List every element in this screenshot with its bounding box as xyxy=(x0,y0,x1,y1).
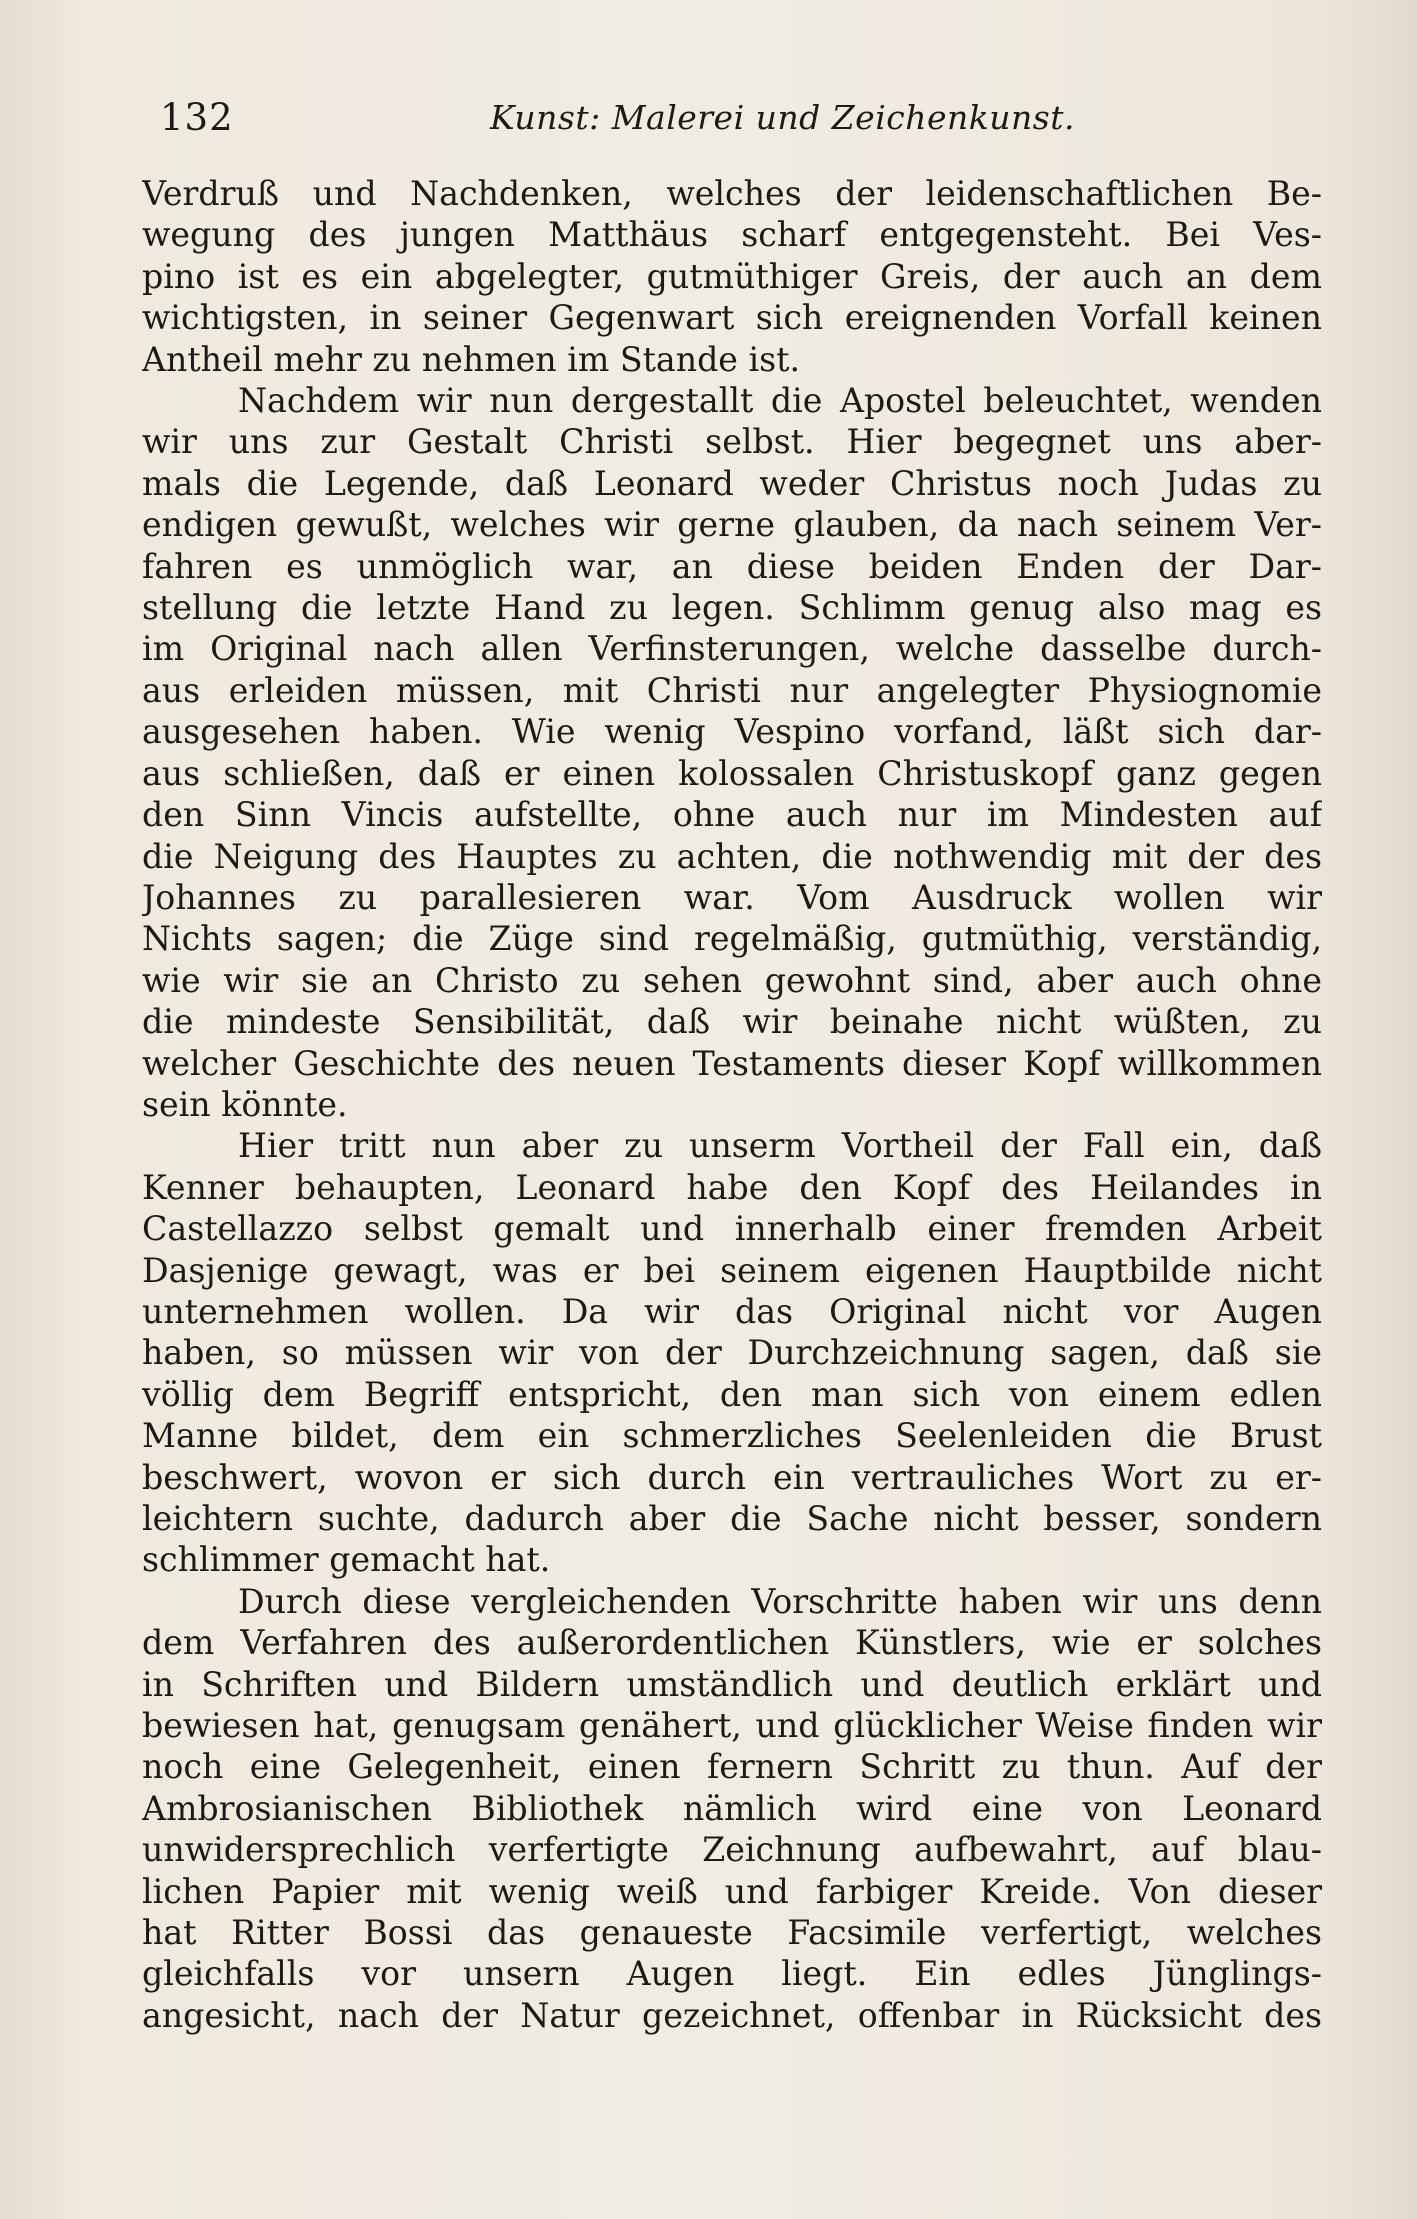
text-line: Johannes zu parallesieren war. Vom Ausdruck wollen wir xyxy=(142,877,1322,917)
text-line: angesicht, nach der Natur gezeichnet, offenbar in Rücksicht des xyxy=(142,1995,1322,2035)
text-line: im Original nach allen Verfinsterungen, welche dasselbe durch- xyxy=(142,629,1322,669)
text-line: in Schriften und Bildern umständlich und deutlich erklärt und xyxy=(142,1664,1322,1704)
text-line: Verdruß und Nachdenken, welches der leidenschaftlichen Be- xyxy=(142,174,1322,213)
paragraph xyxy=(142,380,1322,1125)
text-line: aus schließen, daß er einen kolossalen Christuskopf ganz gegen xyxy=(142,753,1322,793)
text-line: stellung die letzte Hand zu legen. Schlimm genug also mag es xyxy=(142,588,1322,628)
text-line: Ambrosianischen Bibliothek nämlich wird eine von Leonard xyxy=(142,1788,1322,1828)
text-line: Hier tritt nun aber zu unserm Vortheil der Fall ein, daß xyxy=(238,1126,1322,1166)
text-line: sein könnte. xyxy=(142,1084,348,1124)
text-line: Durch diese vergleichenden Vorschritte haben wir uns denn xyxy=(238,1581,1322,1621)
text-line: aus erleiden müssen, mit Christi nur angelegter Physiognomie xyxy=(142,670,1322,710)
text-line: beschwert, wovon er sich durch ein vertrauliches Wort zu er- xyxy=(142,1457,1322,1497)
text-line: gleichfalls vor unsern Augen liegt. Ein edles Jünglings- xyxy=(142,1954,1322,1994)
paragraph xyxy=(142,173,1322,380)
text-line: die mindeste Sensibilität, daß wir beinahe nicht wüßten, zu xyxy=(142,1002,1322,1042)
running-head: Kunst: Malerei und Zeichenkunst. xyxy=(490,98,1075,137)
text-line: Kenner behaupten, Leonard habe den Kopf des Heilandes in xyxy=(142,1167,1322,1207)
text-line: ausgesehen haben. Wie wenig Vespino vorfand, läßt sich dar- xyxy=(142,712,1322,752)
text-line: Dasjenige gewagt, was er bei seinem eigenen Hauptbilde nicht xyxy=(142,1250,1322,1290)
text-line: Antheil mehr zu nehmen im Stande ist. xyxy=(142,339,801,379)
text-line: Manne bildet, dem ein schmerzliches Seelenleiden die Brust xyxy=(142,1416,1322,1456)
text-line: mals die Legende, daß Leonard weder Christus noch Judas zu xyxy=(142,463,1322,503)
text-line: lichen Papier mit wenig weiß und farbiger Kreide. Von dieser xyxy=(142,1871,1322,1911)
text-line: den Sinn Vincis aufstellte, ohne auch nur im Mindesten auf xyxy=(142,795,1322,835)
text-line: hat Ritter Bossi das genaueste Facsimile verfertigt, welches xyxy=(142,1913,1322,1953)
paragraph xyxy=(142,1125,1322,1580)
text-line: völlig dem Begriff entspricht, den man sich von einem edlen xyxy=(142,1374,1322,1414)
page-header xyxy=(160,96,1320,146)
text-line: Nichts sagen; die Züge sind regelmäßig, gutmüthig, verständig, xyxy=(142,919,1322,959)
text-line: schlimmer gemacht hat. xyxy=(142,1540,551,1580)
text-line: wie wir sie an Christo zu sehen gewohnt sind, aber auch ohne xyxy=(142,960,1322,1000)
text-line: welcher Geschichte des neuen Testaments dieser Kopf willkommen xyxy=(142,1043,1322,1083)
text-line: unternehmen wollen. Da wir das Original nicht vor Augen xyxy=(142,1291,1322,1331)
text-line: Castellazzo selbst gemalt und innerhalb einer fremden Arbeit xyxy=(142,1209,1322,1249)
text-line: wegung des jungen Matthäus scharf entgegensteht. Bei Ves- xyxy=(142,215,1322,255)
text-line: haben, so müssen wir von der Durchzeichnung sagen, daß sie xyxy=(142,1333,1322,1373)
text-line: unwidersprechlich verfertigte Zeichnung aufbewahrt, auf blau- xyxy=(142,1830,1322,1870)
text-line: pino ist es ein abgelegter, gutmüthiger Greis, der auch an dem xyxy=(142,256,1322,296)
body-text xyxy=(142,173,1322,2036)
text-line: wichtigsten, in seiner Gegenwart sich ereignenden Vorfall keinen xyxy=(142,298,1322,338)
text-line: leichtern suchte, dadurch aber die Sache nicht besser, sondern xyxy=(142,1499,1322,1538)
text-line: die Neigung des Hauptes zu achten, die nothwendig mit der des xyxy=(142,836,1322,876)
text-line: noch eine Gelegenheit, einen fernern Schritt zu thun. Auf der xyxy=(142,1747,1322,1787)
page-number: 132 xyxy=(160,96,234,139)
paragraph xyxy=(142,1581,1322,2036)
text-line: bewiesen hat, genugsam genähert, und glücklicher Weise finden wir xyxy=(142,1706,1322,1746)
text-line: wir uns zur Gestalt Christi selbst. Hier begegnet uns aber- xyxy=(142,422,1322,462)
text-line: endigen gewußt, welches wir gerne glauben, da nach seinem Ver- xyxy=(142,505,1322,545)
text-line: fahren es unmöglich war, an diese beiden Enden der Dar- xyxy=(142,546,1322,586)
text-line: Nachdem wir nun dergestallt die Apostel beleuchtet, wenden xyxy=(238,381,1322,421)
text-line: dem Verfahren des außerordentlichen Künstlers, wie er solches xyxy=(142,1623,1322,1663)
